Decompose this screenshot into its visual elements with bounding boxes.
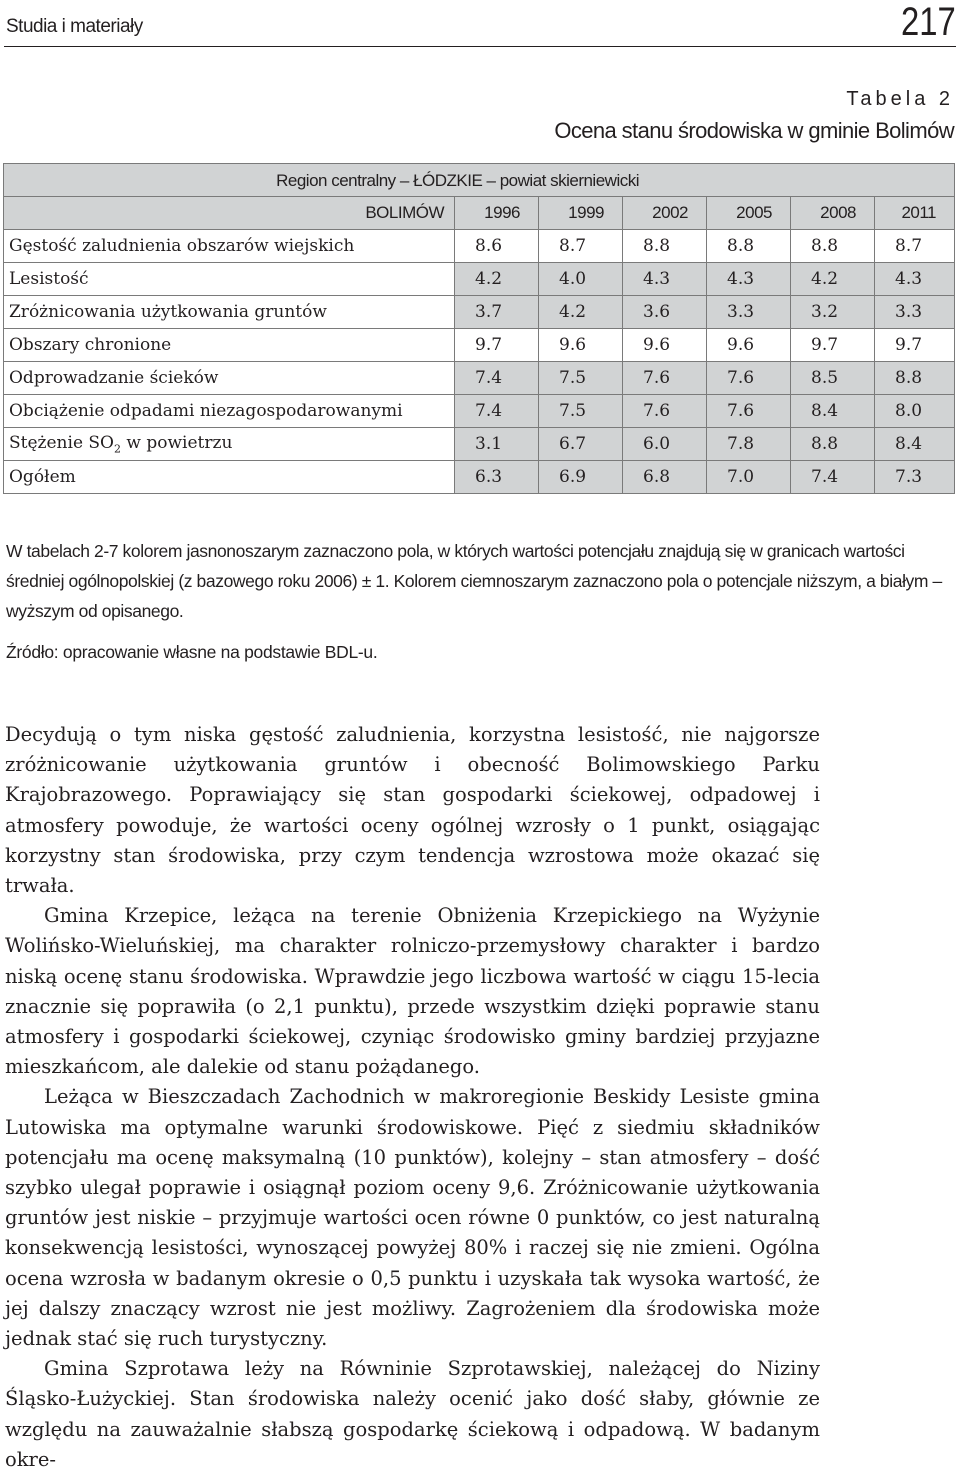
paragraph: Gmina Szprotawa leży na Równinie Szprotawskiej, należącej do Niziny Śląsko-Łużyckiej. Stan środowiska należy ocenić jako dość słaby, głównie ze względu na zauważalnie słabszą gospodarkę ściekową i odpadową. W badanym okre-: [5, 1357, 820, 1471]
table-cell: 9.6: [623, 329, 707, 362]
table-cell: 3.2: [791, 296, 875, 329]
table-cell: 8.6: [455, 230, 539, 263]
article-body: [5, 720, 820, 1475]
table-cell: 7.6: [623, 362, 707, 395]
table-cell: 8.8: [623, 230, 707, 263]
table-cell: 6.7: [539, 428, 623, 461]
table-cell: 4.3: [623, 263, 707, 296]
table-cell: 9.7: [791, 329, 875, 362]
table-cell: 3.6: [623, 296, 707, 329]
table-cell: 7.0: [707, 461, 791, 494]
row-label: Ogółem: [4, 461, 455, 494]
assessment-table: [3, 163, 955, 494]
row-label-post: w powietrzu: [121, 432, 233, 453]
table-row: [4, 428, 955, 461]
table-cell: 4.2: [791, 263, 875, 296]
table-cell: 7.5: [539, 395, 623, 428]
table-cell: 8.4: [791, 395, 875, 428]
table-row: [4, 263, 955, 296]
paragraph: Leżąca w Bieszczadach Zachodnich w makroregionie Beskidy Lesiste gmina Lutowiska ma optymalne warunki środowiskowe. Pięć z siedmiu składników potencjału ma ocenę maksymalną (10 punktów), kolejny – stan atmosfery – dość szybko ulegał poprawie i osiągnął poziom oceny 9,6. Zróżnicowanie użytkowania gruntów jest niskie – przyjmuje wartości ocen równe 0 punktów, co jest naturalną konsekwencją lesistości, wynoszącej powyżej 80% i raczej się nie zmieni. Ogólna ocena wzrosła w badanym okresie o 0,5 punktu i uzyskała tak wysoka wartość, że jej dalszy znaczący wzrost nie jest możliwy. Zagrożeniem dla środowiska może jednak stać się ruch turystyczny.: [5, 1085, 820, 1351]
table-cell: 9.7: [875, 329, 955, 362]
table-cell: 7.4: [455, 395, 539, 428]
table-cell: 4.3: [875, 263, 955, 296]
row-label: Odprowadzanie ścieków: [4, 362, 455, 395]
year-header: 1999: [539, 197, 623, 230]
table-cell: 6.8: [623, 461, 707, 494]
table-cell: 8.8: [875, 362, 955, 395]
years-header-row: [4, 197, 955, 230]
table-cell: 9.6: [539, 329, 623, 362]
table-cell: 8.8: [791, 428, 875, 461]
paragraph: Decydują o tym niska gęstość zaludnienia, korzystna lesistość, nie najgorsze zróżnicowanie użytkowania gruntów i obecność Bolimowskiego Parku Krajobrazowego. Poprawiający się stan gospodarki ściekowej, odpadowej i atmosfery powoduje, że wartości oceny ogólnej wzrosły o 1 punkt, osiągając korzystny stan środowiska, przy czym tendencja wzrostowa może okazać się trwała.: [5, 723, 820, 898]
table-cell: 8.5: [791, 362, 875, 395]
year-header: 2005: [707, 197, 791, 230]
table-row: [4, 461, 955, 494]
table-cell: 8.4: [875, 428, 955, 461]
table-cell: 6.9: [539, 461, 623, 494]
page-number: 217: [901, 0, 956, 44]
header-divider: [4, 46, 956, 47]
year-header: 2008: [791, 197, 875, 230]
row-label: Lesistość: [4, 263, 455, 296]
row-label: [4, 428, 455, 461]
row-label: Obciążenie odpadami niezagospodarowanymi: [4, 395, 455, 428]
table-cell: 3.7: [455, 296, 539, 329]
row-label: Zróżnicowania użytkowania gruntów: [4, 296, 455, 329]
table-row: [4, 296, 955, 329]
table-cell: 7.6: [623, 395, 707, 428]
table-cell: 3.1: [455, 428, 539, 461]
table-cell: 4.2: [539, 296, 623, 329]
table-cell: 8.7: [875, 230, 955, 263]
table-cell: 6.0: [623, 428, 707, 461]
table-cell: 8.7: [539, 230, 623, 263]
table-cell: 3.3: [875, 296, 955, 329]
table-cell: 9.7: [455, 329, 539, 362]
table-cell: 7.5: [539, 362, 623, 395]
table-cell: 4.0: [539, 263, 623, 296]
table-source: Źródło: opracowanie własne na podstawie BDL-u.: [6, 642, 378, 662]
table-cell: 7.4: [791, 461, 875, 494]
year-header: 2011: [875, 197, 955, 230]
municipality-heading: BOLIMÓW: [4, 197, 455, 230]
table-cell: 8.8: [791, 230, 875, 263]
table-cell: 7.3: [875, 461, 955, 494]
table-cell: 7.8: [707, 428, 791, 461]
journal-title: Studia i materiały: [6, 16, 143, 37]
row-label: Obszary chronione: [4, 329, 455, 362]
row-label-pre: Stężenie SO: [9, 432, 114, 453]
region-heading: Region centralny – ŁÓDZKIE – powiat skierniewicki: [4, 164, 955, 197]
region-row: [4, 164, 955, 197]
table-cell: 6.3: [455, 461, 539, 494]
table-row: [4, 362, 955, 395]
table-row: [4, 395, 955, 428]
table-cell: 7.6: [707, 362, 791, 395]
table-row: [4, 230, 955, 263]
table-cell: 4.2: [455, 263, 539, 296]
table-row: [4, 329, 955, 362]
table-note: W tabelach 2-7 kolorem jasnonoszarym zaznaczono pola, w których wartości potencjału znajdują się w granicach wartości średniej ogólnopolskiej (z bazowego roku 2006) ± 1. Kolorem ciemnoszarym zaznaczono pola o potencjale niższym, a białym – wyższym od opisanego.: [6, 541, 942, 621]
table-cell: 3.3: [707, 296, 791, 329]
table-cell: 7.4: [455, 362, 539, 395]
table-label: Tabela 2: [846, 88, 954, 110]
table-cell: 8.0: [875, 395, 955, 428]
table-cell: 8.8: [707, 230, 791, 263]
year-header: 2002: [623, 197, 707, 230]
row-label: Gęstość zaludnienia obszarów wiejskich: [4, 230, 455, 263]
table-cell: 9.6: [707, 329, 791, 362]
table-cell: 7.6: [707, 395, 791, 428]
row-label-subscript: 2: [114, 442, 121, 456]
paragraph: Gmina Krzepice, leżąca na terenie Obniżenia Krzepickiego na Wyżynie Wolińsko-Wieluńskiej, ma charakter rolniczo-przemysłowy charakter i bardzo niską ocenę stanu środowiska. Wprawdzie jego liczbowa wartość w ciągu 15-lecia znacznie się poprawiła (o 2,1 punktu), przede wszystkim dzięki poprawie stanu atmosfery i gospodarki ściekowej, czyniąc środowisko gminy bardziej przyjazne mieszkańcom, ale dalekie od stanu pożądanego.: [5, 904, 820, 1079]
table-cell: 4.3: [707, 263, 791, 296]
table-title: Ocena stanu środowiska w gminie Bolimów: [554, 118, 954, 143]
year-header: 1996: [455, 197, 539, 230]
